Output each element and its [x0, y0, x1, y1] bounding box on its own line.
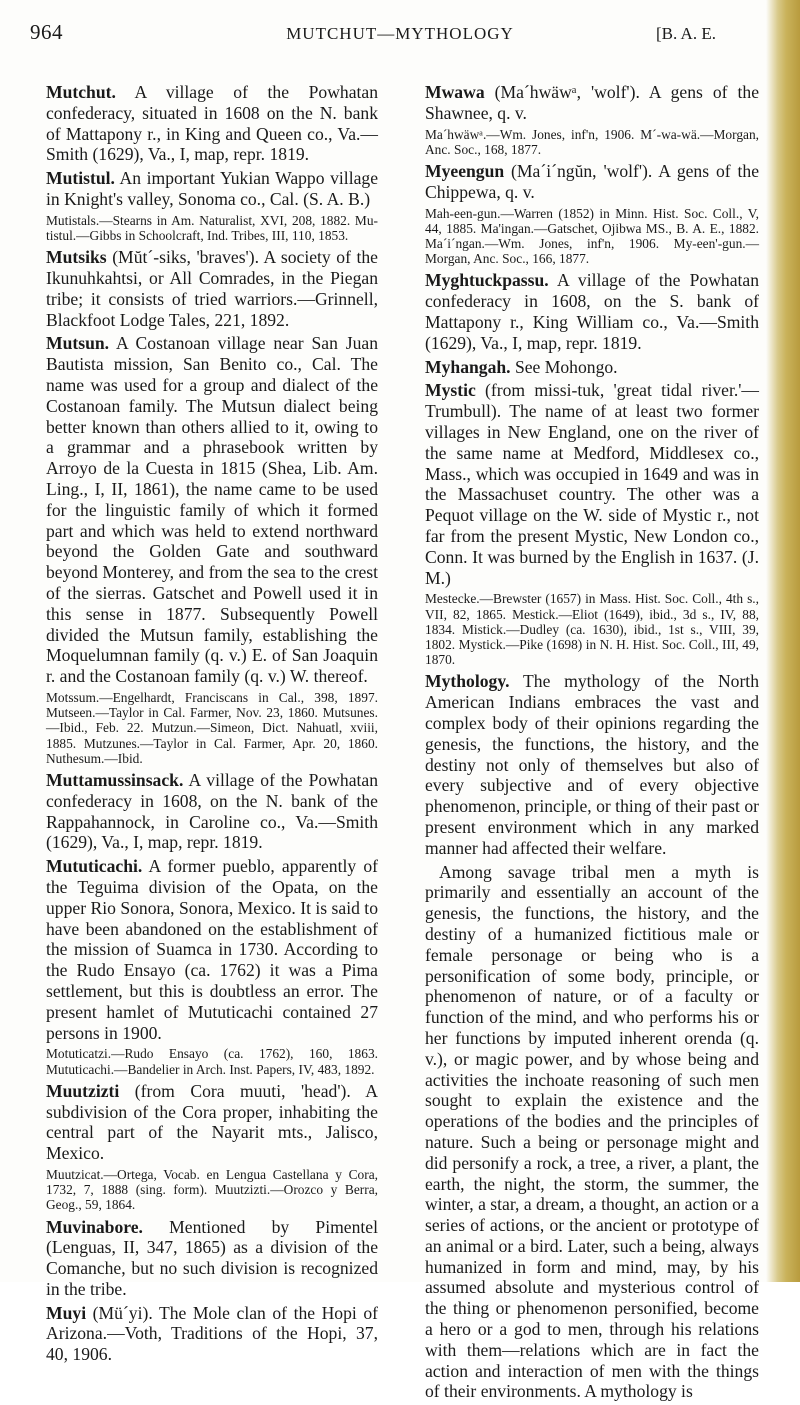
- entry-head: Myhangah.: [425, 356, 511, 377]
- right-column: [425, 82, 759, 1405]
- entry-head: Mutsiks: [46, 247, 107, 268]
- entry-head: Mystic: [425, 380, 476, 401]
- entry-muutzizti: [46, 1081, 378, 1164]
- entry-head: Muyi: [46, 1302, 87, 1323]
- entry-mythology: [425, 671, 759, 858]
- entry-body: An important Yukian Wappo village in Knight's valley, Sonoma co., Cal. (S. A. B.): [46, 168, 378, 209]
- entry-myeengun: [425, 161, 759, 203]
- entry-mututicachi: [46, 856, 378, 1043]
- entry-mutsun: [46, 333, 378, 687]
- entry-body: Mentioned by Pimentel (Lenguas, II, 347, 1865) as a division of the Comanche, but no such division is recognized in the tribe.: [46, 1216, 378, 1299]
- entry-mutchut: [46, 82, 378, 165]
- entry-body: A village of the Powhatan confederacy, situated in 1608 on the N. bank of Mattapony r., in King and Queen co., Va.—Smith (1629), Va., I, map, repr. 1819.: [46, 82, 378, 165]
- entry-body: (Mü´yi). The Mole clan of the Hopi of Arizona.—Voth, Traditions of the Hopi, 37, 40, 1906.: [46, 1302, 378, 1365]
- entry-body: A former pueblo, apparently of the Teguima division of the Opata, on the upper Rio Sonora, Sonora, Mexico. It is said to have been abandoned on the establishment of the mission of Suamca in 1730. According to the Rudo Ensayo (ca. 1762) it was a Pima settlement, but this is doubtless an error. The present hamlet of Mututicachi contained 27 persons in 1900.: [46, 856, 378, 1043]
- left-column: [46, 82, 378, 1368]
- entry-head: Mwawa: [425, 82, 485, 102]
- entry-head: Mututicachi.: [46, 856, 143, 877]
- entry-body: (Ma´hwäwᵃ, 'wolf'). A gens of the Shawnee, q. v.: [425, 82, 759, 123]
- entry-mystic: [425, 380, 759, 588]
- entry-refs: Mah-een-gun.—Warren (1852) in Minn. Hist. Soc. Coll., V, 44, 1885. Ma'ingan.—Gatschet, Ojibwa MS., B. A. E., 1882. Ma´i´ngan.—Wm. Jones, inf'n, 1906. My-een'-gun.—Morgan, Anc. Soc., 166, 1877.: [425, 205, 759, 267]
- entry-body: A Costanoan village near San Juan Bautista mission, San Benito co., Cal. The name was used for a group and dialect of the Costanoan family. The Mutsun dialect being better known than others allied to it, owing to a grammar and a phrasebook written by Arroyo de la Cuesta in 1815 (Shea, Lib. Am. Ling., I, II, 1861), the name came to be used for the linguistic family of which it formed part and which was held to extend northward beyond the Golden Gate and southward beyond Monterey, and from the sea to the crest of the sierras. Gatschet and Powell used it in this sense in 1877. Subsequently Powell divided the Mutsun family, establishing the Moquelumnan family (q. v.) E. of San Joaquin r. and the Costanoan family (q. v.) W. thereof.: [46, 333, 378, 687]
- page-number: 964: [30, 20, 63, 44]
- mythology-paragraph: [425, 862, 759, 1403]
- entry-head: Mutistul.: [46, 168, 115, 189]
- entry-body: (Mŭt´-siks, 'braves'). A society of the Ikunuhkahtsi, or All Comrades, in the Piegan tribe; it consists of tried warriors.—Grinnell, Blackfoot Lodge Tales, 221, 1892.: [46, 247, 378, 330]
- entry-head: Mutchut.: [46, 82, 116, 102]
- entry-body: Among savage tribal men a myth is primarily and essentially an account of the genesis, the functions, the history, and the destiny of a humanized fictitious male or female personage or being who is a personification of some body, principle, or phenomenon of nature, or of a faculty or function of the mind, and who performs his or her functions by imputed inherent orenda (q. v.), or magic power, and by whose being and activities the inchoate reasoning of such men sought to explain the existence and the operations of the bodies and the principles of nature. Such a being or personage might and did personify a rock, a tree, a river, a plant, the earth, the night, the storm, the summer, the winter, a star, a dream, a thought, an action or a series of actions, or the ancient or prototype of an animal or a bird. Later, such a being, always humanized in form and mind, may, by his assumed absolute and mysterious control of the thing or phenomenon personified, become a hero or a god to men, through his relations with them—relations which are in fact the action and interaction of men with the things of their environments. A mythology is: [425, 861, 759, 1402]
- entry-body: See Mohongo.: [510, 356, 618, 377]
- running-series: [B. A. E.: [656, 24, 716, 43]
- entry-myhangah: [425, 357, 759, 378]
- entry-refs: Mestecke.—Brewster (1657) in Mass. Hist. Soc. Coll., 4th s., VII, 82, 1865. Mestick.—Eliot (1649), ibid., 3d s., IV, 88, 1834. Mistick.—Dudley (ca. 1630), ibid., 1st s., VIII, 39, 1802. Mystick.—Pike (1698) in N. H. Hist. Soc. Coll., III, 49, 1870.: [425, 591, 759, 668]
- entry-refs: Motssum.—Engelhardt, Franciscans in Cal., 398, 1897. Mutseen.—Taylor in Cal. Farmer, Nov. 23, 1860. Mutsunes.—Ibid., Feb. 22. Mutzun.—Simeon, Dict. Nahuatl, xviii, 1885. Mutzunes.—Taylor in Cal. Farmer, Apr. 20, 1860. Nuthesum.—Ibid.: [46, 689, 378, 766]
- entry-body: (from Cora muuti, 'head'). A subdivision of the Cora proper, inhabiting the central part of the Nayarit mts., Jalisco, Mexico.: [46, 1080, 378, 1164]
- entry-refs: Ma´hwäwᵃ.—Wm. Jones, inf'n, 1906. M´-wa-wä.—Morgan, Anc. Soc., 168, 1877.: [425, 126, 759, 157]
- entry-refs: Mutistals.—Stearns in Am. Naturalist, XVI, 208, 1882. Mu-tistul.—Gibbs in Schoolcraft, Ind. Tribes, III, 110, 1853.: [46, 212, 378, 243]
- entry-mutsiks: [46, 247, 378, 330]
- entry-body: A village of the Powhatan confederacy in 1608, on the N. bank of the Rappahannock, in Caroline co., Va.—Smith (1629), Va., I, map, repr. 1819.: [46, 769, 378, 853]
- entry-head: Myghtuckpassu.: [425, 270, 549, 291]
- entry-head: Muttamussinsack.: [46, 769, 184, 790]
- entry-body: (Ma´i´ngŭn, 'wolf'). A gens of the Chippewa, q. v.: [425, 161, 759, 202]
- entry-head: Muutzizti: [46, 1080, 120, 1101]
- entry-muvinabore: [46, 1217, 378, 1300]
- running-title: MUTCHUT—MYTHOLOGY: [286, 24, 514, 43]
- entry-mutistul: [46, 168, 378, 210]
- entry-body: The mythology of the North American Indians embraces the vast and complex body of their opinions regarding the genesis, the functions, the history, and the destiny not only of themselves but also of every subjective and of every objective phenomenon, principle, or thing of their past or present environment which in any marked manner had affected their welfare.: [425, 671, 759, 858]
- entry-refs: Muutzicat.—Ortega, Vocab. en Lengua Castellana y Cora, 1732, 7, 1888 (sing. form). Muutzizti.—Orozco y Berra, Geog., 59, 1864.: [46, 1166, 378, 1213]
- entry-head: Myeengun: [425, 161, 505, 181]
- page-edge: [766, 0, 800, 1282]
- entry-head: Muvinabore.: [46, 1216, 143, 1237]
- entry-body: A village of the Powhatan confederacy in 1608, on the S. bank of Mattapony r., King William co., Va.—Smith (1629), Va., I, map, repr. 1819.: [425, 270, 759, 353]
- entry-muyi: [46, 1303, 378, 1365]
- entry-mwawa: [425, 82, 759, 124]
- entry-refs: Motuticatzi.—Rudo Ensayo (ca. 1762), 160, 1863. Mututicachi.—Bandelier in Arch. Inst. Papers, IV, 483, 1892.: [46, 1046, 378, 1077]
- entry-head: Mythology.: [425, 671, 510, 692]
- entry-muttamussinsack: [46, 770, 378, 853]
- entry-myghtuckpassu: [425, 270, 759, 353]
- entry-body: (from missi-tuk, 'great tidal river.'—Trumbull). The name of at least two former villages in New England, one on the river of the same name at Medford, Middlesex co., Mass., which was occupied in 1649 and was in the Massachuset country. The other was a Pequot village on the W. side of Mystic r., not far from the present Mystic, New London co., Conn. It was burned by the English in 1637. (J. M.): [425, 380, 759, 588]
- entry-head: Mutsun.: [46, 333, 110, 354]
